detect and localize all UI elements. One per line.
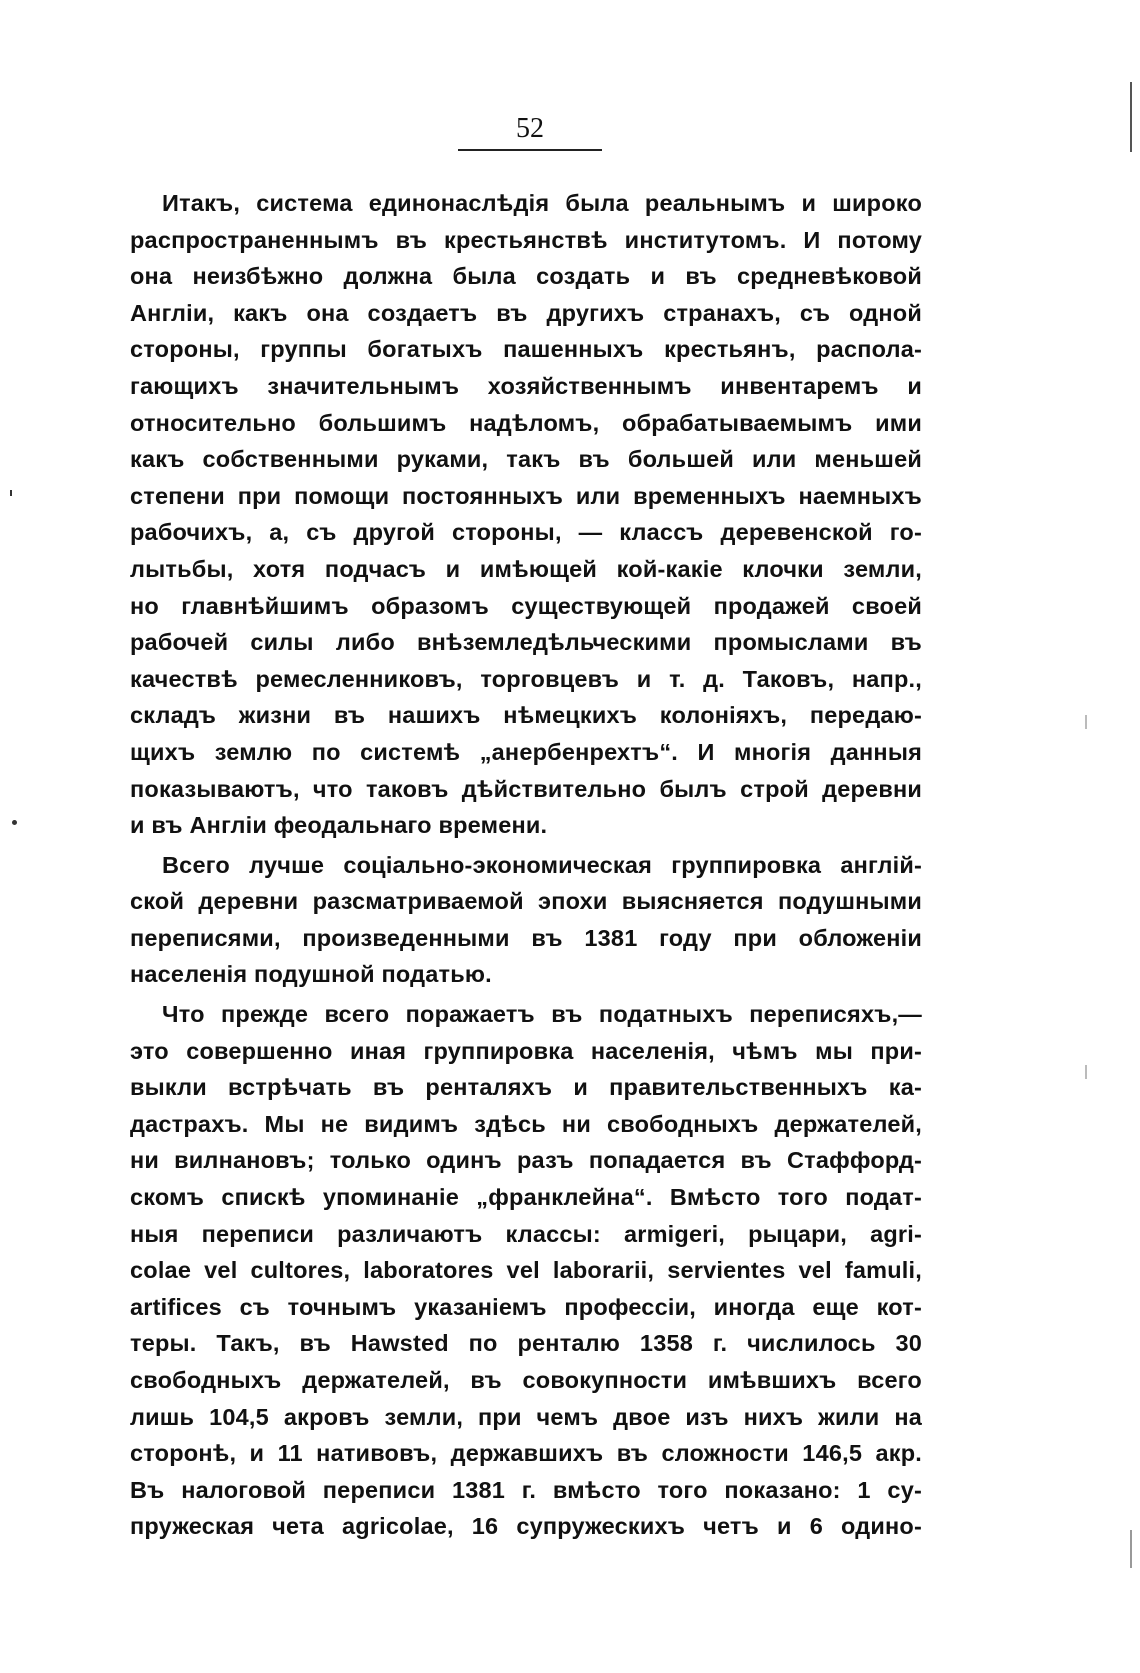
paragraph-2 xyxy=(130,847,922,993)
text-line: Всего лучше соціально-экономическая группировка англій- xyxy=(162,851,922,878)
text-line: Итакъ, система единонаслѣдія была реальнымъ и широко xyxy=(162,190,922,216)
scan-edge-line xyxy=(1130,82,1132,152)
text-line: ской деревни разсматриваемой эпохи выясняется подушными xyxy=(130,888,922,915)
text-line: переписями, произведенными въ 1381 году при обложеніи xyxy=(130,924,922,951)
text-line: лытьбы, хотя подчасъ и имѣющей кой-какіе клочки земли, xyxy=(130,555,922,582)
margin-mark xyxy=(1085,715,1087,729)
text-line: выкли встрѣчать въ ренталяхъ и правительственныхъ ка- xyxy=(130,1074,922,1101)
text-line: это совершенно иная группировка населенія, чѣмъ мы при- xyxy=(130,1037,922,1064)
paragraph-1 xyxy=(130,185,922,844)
text-line: стороны, группы богатыхъ пашенныхъ крестьянъ, распола- xyxy=(130,336,922,363)
text-line: ныя переписи различаютъ классы: armigeri, рыцари, agri- xyxy=(130,1220,922,1247)
text-line: лишь 104,5 акровъ земли, при чемъ двое изъ нихъ жили на xyxy=(130,1403,922,1430)
text-line: населенія подушной податью. xyxy=(130,961,492,988)
text-line: какъ собственными руками, такъ въ большей или меньшей xyxy=(130,446,922,473)
scan-edge-line xyxy=(1130,1530,1132,1568)
text-line: дастрахъ. Мы не видимъ здѣсь ни свободныхъ держателей, xyxy=(130,1110,922,1137)
text-line: Что прежде всего поражаетъ въ податныхъ переписяхъ,— xyxy=(162,1001,922,1028)
text-line: относительно большимъ надѣломъ, обрабатываемымъ ими xyxy=(130,409,922,436)
text-line: colae vel cultores, laboratores vel laborarii, servientes vel famuli, xyxy=(130,1257,922,1284)
page-number: 52 xyxy=(516,113,544,144)
text-line: рабочихъ, а, съ другой стороны, — классъ деревенской го- xyxy=(130,519,922,546)
text-line: и въ Англіи феодальнаго времени. xyxy=(130,812,548,839)
text-line: скомъ спискѣ упоминаніе „франклейна“. Вмѣсто того подат- xyxy=(130,1184,922,1211)
margin-dot xyxy=(12,820,17,825)
text-line: свободныхъ держателей, въ совокупности имѣвшихъ всего xyxy=(130,1367,922,1393)
margin-mark xyxy=(10,490,12,496)
page-number-rule xyxy=(458,149,602,151)
text-line: качествѣ ремесленниковъ, торговцевъ и т. д. Таковъ, напр., xyxy=(130,665,922,692)
text-line: гающихъ значительнымъ хозяйственнымъ инвентаремъ и xyxy=(130,372,922,399)
body-text xyxy=(130,185,922,1548)
text-line: складъ жизни въ нашихъ нѣмецкихъ колоніяхъ, передаю- xyxy=(130,702,922,729)
text-line: artifices съ точнымъ указаніемъ профессіи, иногда еще кот- xyxy=(130,1293,922,1320)
text-line: распространеннымъ въ крестьянствѣ институтомъ. И потому xyxy=(130,226,922,253)
text-line: щихъ землю по системѣ „анербенрехтъ“. И многія данныя xyxy=(130,738,922,765)
text-line: степени при помощи постоянныхъ или временныхъ наемныхъ xyxy=(130,482,922,509)
text-line: показываютъ, что таковъ дѣйствительно былъ строй деревни xyxy=(130,775,922,802)
text-line: рабочей силы либо внѣземледѣльческими промыслами въ xyxy=(130,629,922,656)
text-line: Въ налоговой переписи 1381 г. вмѣсто того показано: 1 су- xyxy=(130,1476,922,1503)
text-line: она неизбѣжно должна была создать и въ средневѣковой xyxy=(130,263,922,290)
text-line: пружеская чета agricolae, 16 супружескихъ четъ и 6 одино- xyxy=(130,1513,922,1540)
margin-mark xyxy=(1085,1065,1087,1079)
text-line: теры. Такъ, въ Hawsted по ренталю 1358 г. числилось 30 xyxy=(130,1330,922,1357)
text-line: Англіи, какъ она создаетъ въ другихъ странахъ, съ одной xyxy=(130,299,922,326)
text-line: ни вилнановъ; только одинъ разъ попадается въ Стаффорд- xyxy=(130,1147,922,1174)
paragraph-3 xyxy=(130,996,922,1545)
text-line: но главнѣйшимъ образомъ существующей продажей своей xyxy=(130,592,922,619)
text-line: сторонѣ, и 11 нативовъ, державшихъ въ сложности 146,5 акр. xyxy=(130,1440,922,1467)
